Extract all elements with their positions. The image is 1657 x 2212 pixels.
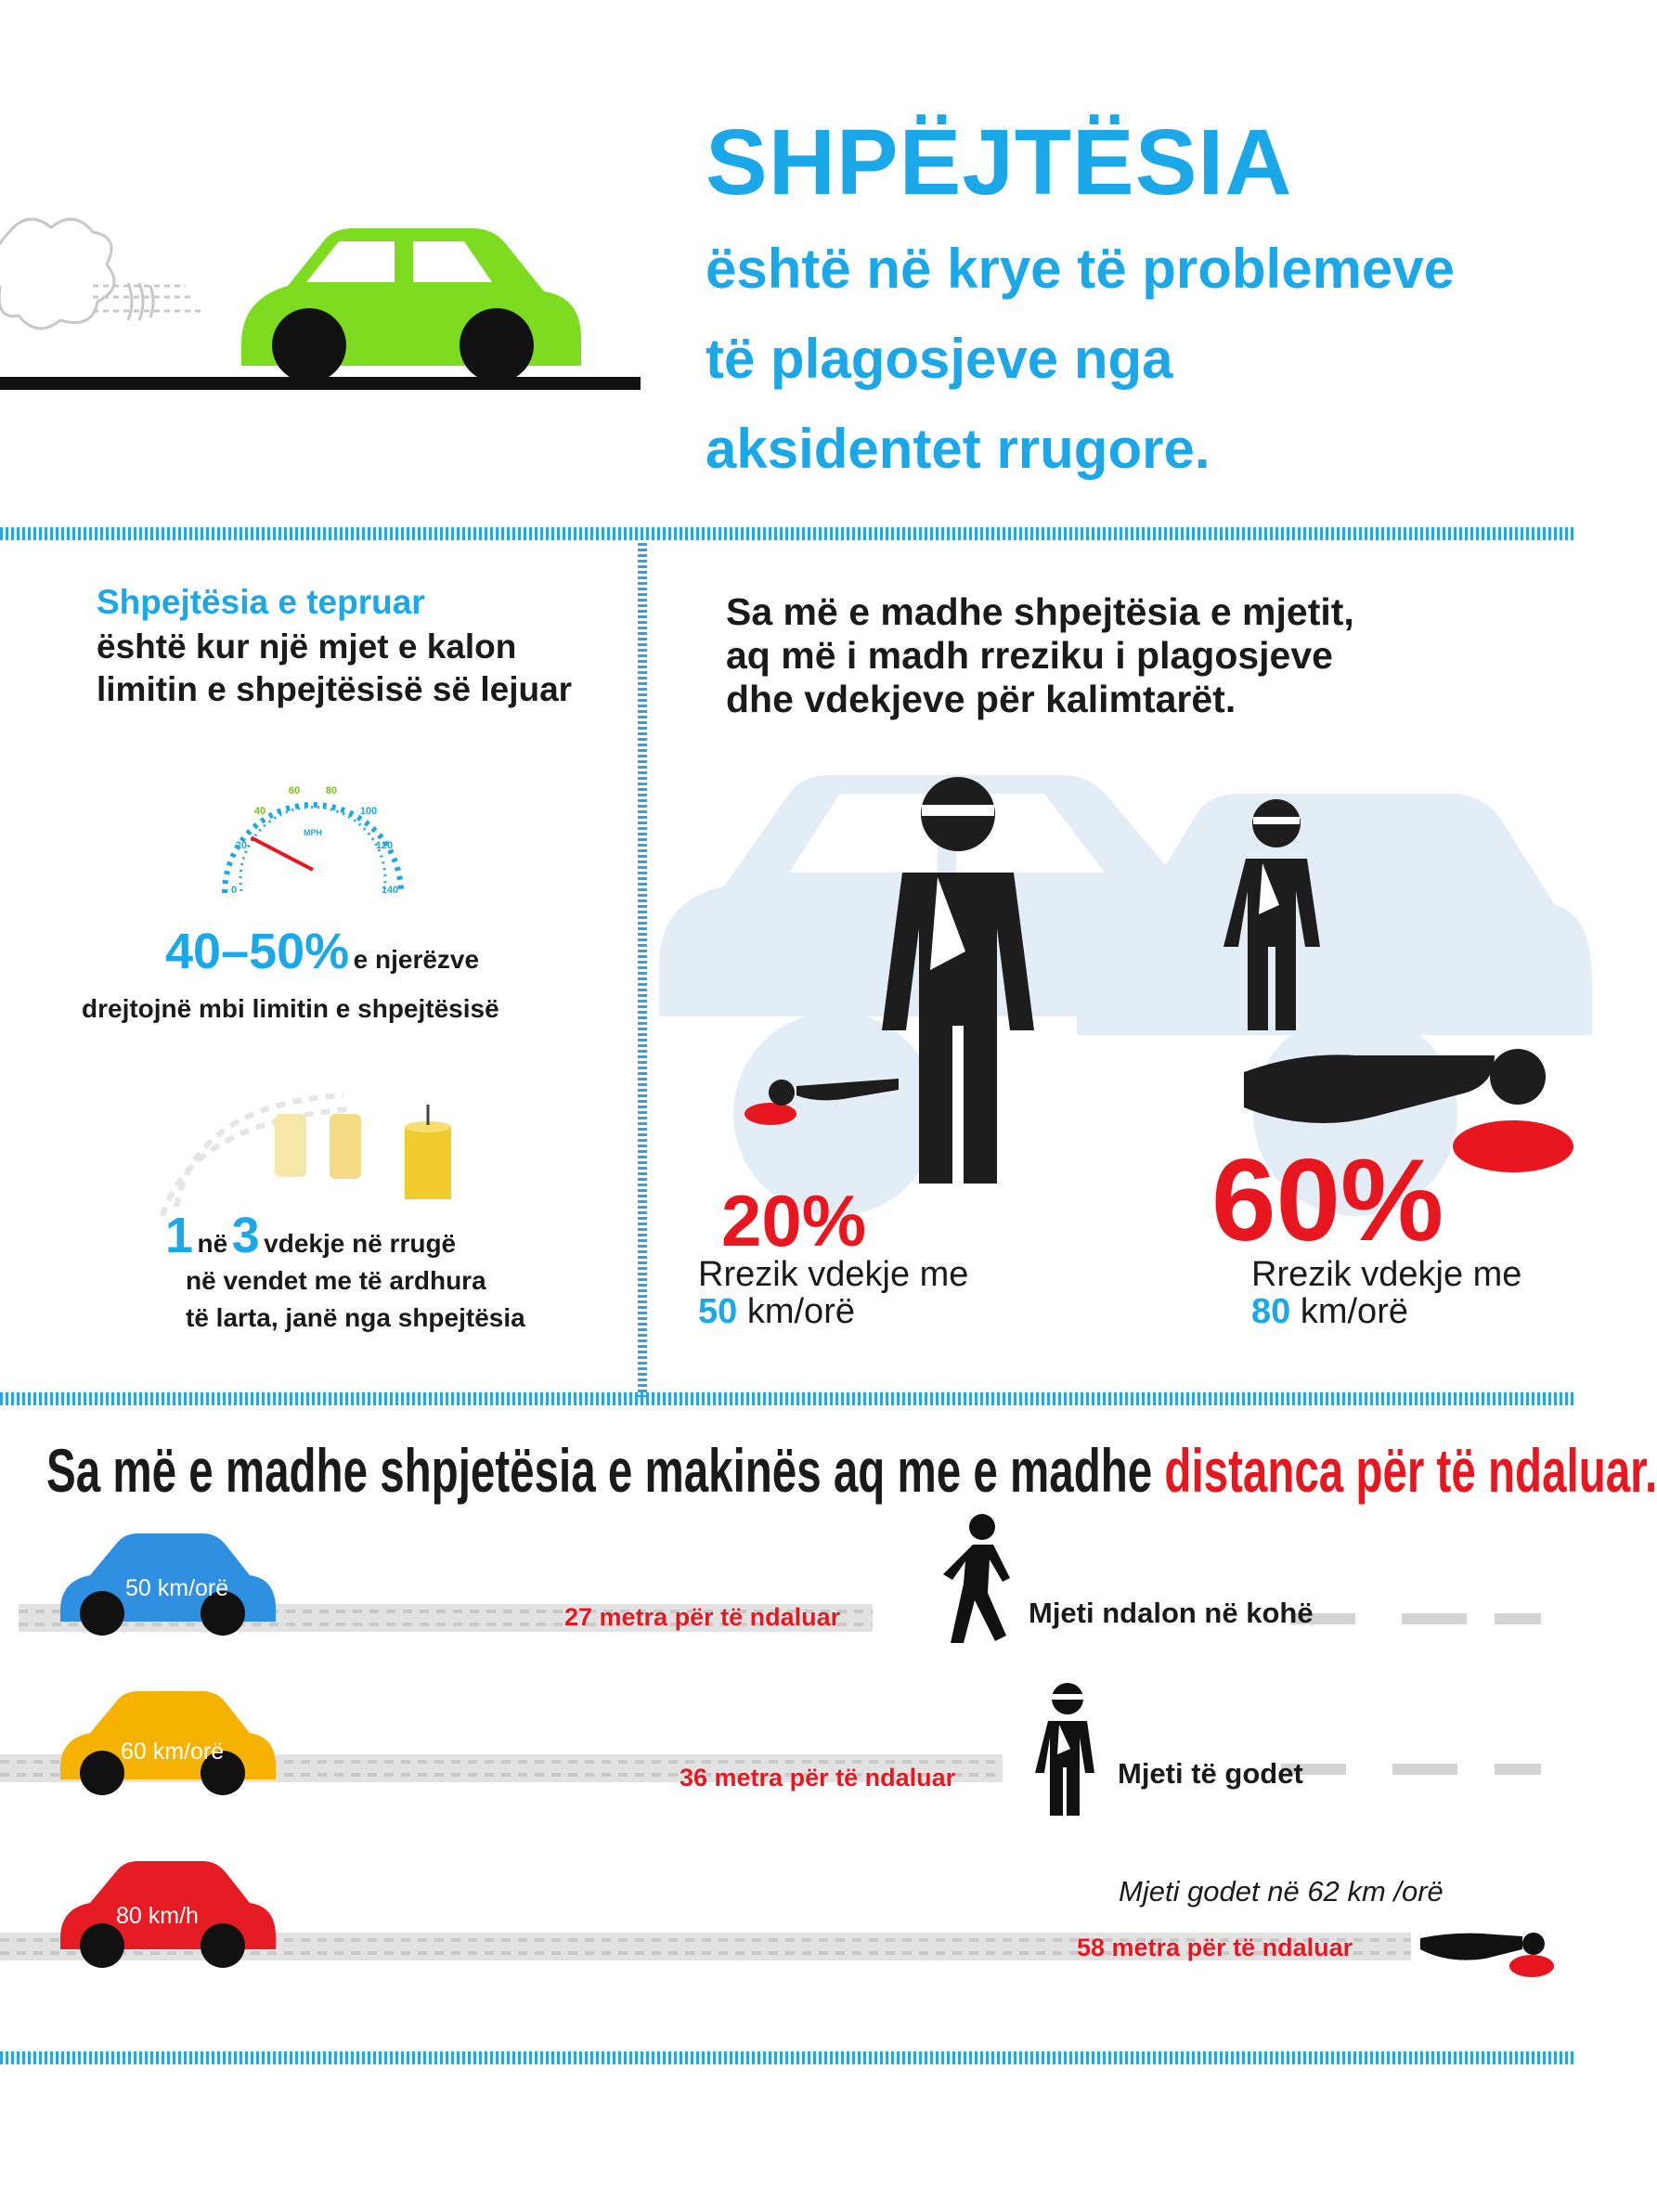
bottom-title-red: distanca për të ndaluar. <box>1164 1436 1657 1505</box>
tick-label: 60 <box>288 785 301 796</box>
needle <box>252 837 314 870</box>
tick-label: 40 <box>253 806 266 817</box>
stat-percent: 40–50% <box>165 924 350 979</box>
row-1-car-label: 50 km/orë <box>125 1575 229 1601</box>
row-2-car-label: 60 km/orë <box>121 1739 225 1765</box>
page-title: SHPËJTËSIA <box>706 110 1293 214</box>
tick-label: 20 <box>235 840 248 851</box>
walking-pedestrian-icon <box>938 1513 1021 1643</box>
stat-line-2: drejtojnë mbi limitin e shpejtësisë <box>82 994 499 1023</box>
right-death-speed-line <box>1251 1292 1408 1332</box>
left-death-label: Rrezik vdekje me <box>698 1255 969 1294</box>
header-line-2: të plagosjeve nga <box>706 328 1173 390</box>
fraction-num: 1 <box>165 1208 194 1263</box>
stat-tail: e njerëzve <box>353 945 480 974</box>
green-car-icon <box>241 228 581 382</box>
speeding-car-illustration <box>0 204 650 399</box>
row-3-outcome: Mjeti godet në 62 km /orë <box>1119 1875 1443 1908</box>
fraction-den: 3 <box>231 1208 260 1263</box>
row-3-car-label: 80 km/h <box>116 1903 199 1929</box>
right-death-speed: 80 <box>1251 1292 1291 1331</box>
row-1-distance: 27 metra për të ndaluar <box>564 1603 841 1631</box>
fraction-tail: vdekje në rrugë <box>264 1229 457 1258</box>
divider-middle <box>0 1392 1573 1405</box>
header-line-3: aksidentet rrugore. <box>706 418 1210 480</box>
injured-pedestrian-row-icon <box>1035 1680 1100 1819</box>
stat-line <box>165 923 479 980</box>
right-death-unit: km/orë <box>1300 1292 1408 1331</box>
left-line-2: limitin e shpejtësisë së lejuar <box>97 670 573 708</box>
bottom-title-black: Sa më e madhe shpjetësia e makinës aq me e madhe <box>46 1436 1153 1505</box>
tick-label: 120 <box>375 840 394 851</box>
left-death-speed: 50 <box>698 1292 738 1331</box>
fraction-line <box>165 1207 456 1264</box>
road-line <box>0 377 641 390</box>
tick-label: 0 <box>230 885 238 896</box>
injured-pedestrian-small-icon <box>1223 799 1320 1030</box>
speed-unit: MPH <box>304 828 322 837</box>
fraction-line-2: në vendet me të ardhura <box>186 1266 486 1295</box>
right-death-percent: 60% <box>1211 1136 1444 1265</box>
right-line-3: dhe vdekjeve për kalimtarët. <box>726 678 1236 720</box>
left-lead: Shpejtësia e tepruar <box>97 583 425 621</box>
pedestrians-illustration <box>743 775 1573 1184</box>
right-line-1: Sa më e madhe shpejtësia e mjetit, <box>726 590 1354 633</box>
row-3-distance: 58 metra për të ndaluar <box>1077 1934 1353 1961</box>
left-death-percent: 20% <box>721 1180 867 1261</box>
left-death-speed-line <box>698 1292 855 1332</box>
divider-bottom <box>0 2051 1573 2064</box>
smoke-cloud-icon <box>0 219 204 329</box>
row-1-outcome: Mjeti ndalon në kohë <box>1029 1597 1314 1629</box>
fallen-pedestrian-row-icon <box>1411 1921 1560 1986</box>
row-2-distance: 36 metra për të ndaluar <box>680 1764 956 1792</box>
left-death-unit: km/orë <box>746 1292 855 1331</box>
fallen-pedestrian-left-icon <box>744 1079 899 1125</box>
tick-label: 80 <box>325 785 338 796</box>
divider-top <box>0 527 1573 540</box>
row-2-outcome: Mjeti të godet <box>1118 1757 1303 1790</box>
header-line-1: është në krye të problemeve <box>706 238 1456 300</box>
left-line-1: është kur një mjet e kalon <box>97 627 517 666</box>
right-line-2: aq më i madh rreziku i plagosjeve <box>726 634 1333 677</box>
fraction-mid: në <box>197 1229 228 1258</box>
speedometer-icon <box>206 763 420 902</box>
injured-pedestrian-large-icon <box>882 777 1034 1184</box>
fraction-line-3: të larta, janë nga shpejtësia <box>186 1303 525 1332</box>
tick-label: 140 <box>381 885 399 896</box>
right-death-label: Rrezik vdekje me <box>1251 1255 1522 1294</box>
tick-label: 100 <box>359 806 378 817</box>
bottom-title <box>46 1435 1657 1506</box>
divider-vertical <box>638 543 647 1397</box>
